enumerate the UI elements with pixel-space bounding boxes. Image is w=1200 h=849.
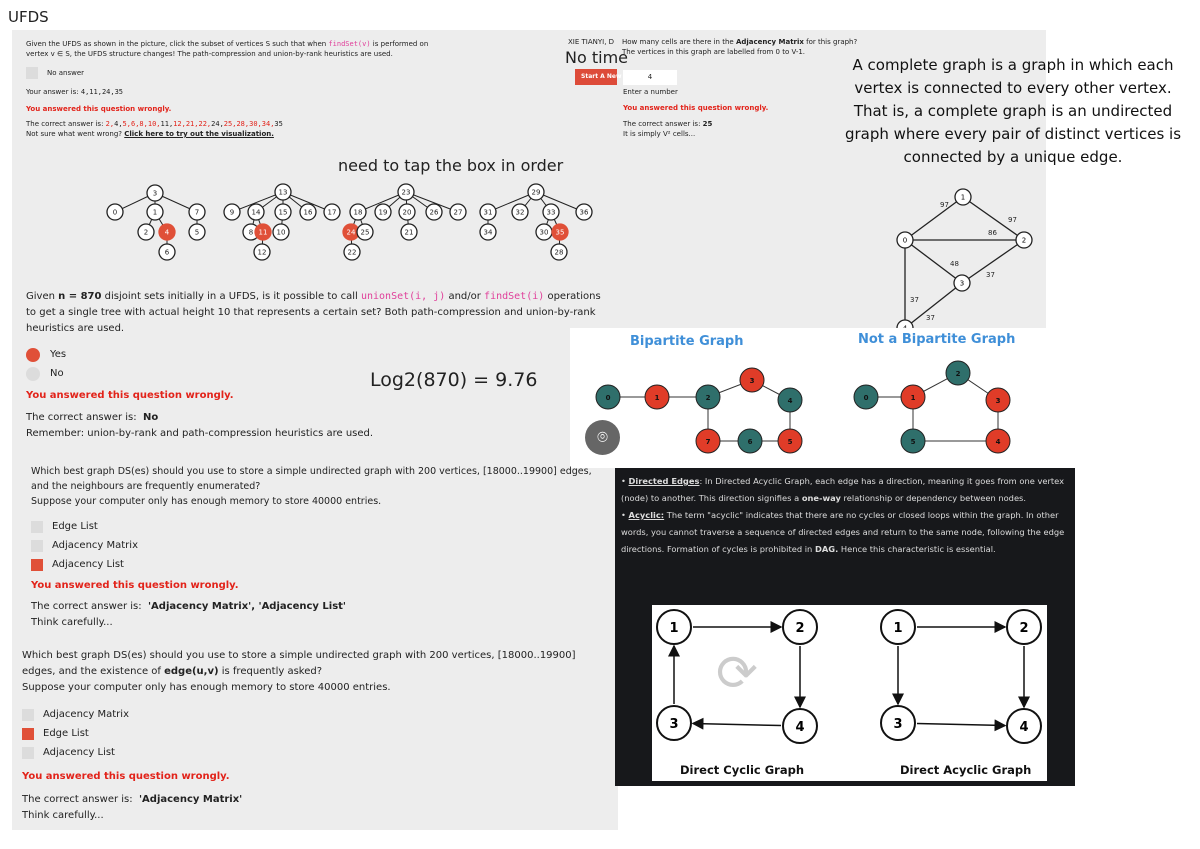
tree-node[interactable] bbox=[480, 204, 496, 220]
node-label: 2 bbox=[955, 370, 961, 378]
tree-node[interactable] bbox=[344, 244, 360, 260]
tree-node[interactable] bbox=[350, 204, 366, 220]
option-no[interactable] bbox=[26, 364, 66, 383]
answer-vertex: 34, bbox=[261, 120, 275, 128]
tree-node[interactable] bbox=[224, 204, 240, 220]
q3-wrong: You answered this question wrongly. bbox=[26, 390, 234, 401]
node-label: 11 bbox=[258, 228, 268, 237]
answer-vertex: 11, bbox=[160, 120, 174, 128]
node-label: 15 bbox=[278, 208, 288, 217]
node-label: 1 bbox=[960, 193, 966, 202]
node-label: 7 bbox=[705, 438, 711, 446]
answer-vertex: 10, bbox=[147, 120, 161, 128]
tree-node[interactable] bbox=[512, 204, 528, 220]
tree-node[interactable] bbox=[536, 224, 552, 240]
option-label: Adjacency List bbox=[52, 558, 124, 570]
option-adjacency-list[interactable] bbox=[22, 743, 129, 762]
user-name: XIE TIANYI, D bbox=[568, 38, 615, 46]
edge-weight: 37 bbox=[986, 271, 995, 279]
node-label: 4 bbox=[787, 397, 793, 405]
dag-diagrams bbox=[652, 605, 1047, 781]
edge-weight: 37 bbox=[910, 296, 919, 304]
tree-node[interactable] bbox=[399, 204, 415, 220]
option-label: Adjacency List bbox=[43, 746, 115, 758]
node-label: 2 bbox=[1021, 236, 1027, 245]
tree-node[interactable] bbox=[576, 204, 592, 220]
q2-correct: The correct answer is: 25 It is simply V² cells... bbox=[623, 120, 713, 138]
option-label: Edge List bbox=[52, 520, 98, 532]
tree-node[interactable] bbox=[255, 224, 271, 240]
bipartite-graphs bbox=[570, 328, 1046, 468]
q1-correct: The correct answer is: 2,4,5,6,8,10,11,12,21,22,24,25,28,30,34,35 bbox=[26, 120, 283, 128]
graph-edge bbox=[905, 197, 963, 240]
q1-prompt: Given the UFDS as shown in the picture, click the subset of vertices S such that when findSet(v) is performed on vertex v ∈ S, the UFDS structure changes! The path-compression and union-by-rank heuristics are used. bbox=[26, 40, 429, 58]
input-hint: Enter a number bbox=[623, 88, 678, 96]
tree-node[interactable] bbox=[401, 224, 417, 240]
acyclic-caption: Direct Acyclic Graph bbox=[900, 763, 1032, 777]
node-label: 2 bbox=[143, 228, 149, 237]
answer-vertex: 12, bbox=[173, 120, 186, 128]
node-label: 2 bbox=[705, 394, 711, 402]
node-label: 5 bbox=[910, 438, 916, 446]
node-label: 29 bbox=[531, 188, 541, 197]
q2-prompt: How many cells are there in the Adjacency Matrix for this graph? The vertices in this graph are labelled from 0 to V-1. bbox=[622, 38, 858, 56]
option-edge-list[interactable] bbox=[31, 517, 138, 536]
tree-node[interactable] bbox=[275, 204, 291, 220]
tree-node[interactable] bbox=[528, 184, 544, 200]
option-edge-list[interactable] bbox=[22, 724, 129, 743]
tree-node[interactable] bbox=[147, 204, 163, 220]
node-label: 28 bbox=[554, 248, 564, 257]
lens-icon[interactable]: ⌾ bbox=[585, 420, 620, 455]
node-label: 26 bbox=[429, 208, 439, 217]
tree-node[interactable] bbox=[450, 204, 466, 220]
tree-node[interactable] bbox=[159, 224, 175, 240]
q1-wrong: You answered this question wrongly. bbox=[26, 105, 172, 113]
tree-node[interactable] bbox=[552, 224, 568, 240]
node-label: 14 bbox=[251, 208, 261, 217]
q3-options bbox=[26, 345, 66, 383]
node-label: 1 bbox=[669, 621, 679, 636]
node-label: 3 bbox=[152, 189, 158, 198]
node-label: 3 bbox=[959, 279, 965, 288]
tree-node[interactable] bbox=[551, 244, 567, 260]
tree-node[interactable] bbox=[273, 224, 289, 240]
q3-prompt: Given n = 870 disjoint sets initially in a UFDS, is it possible to call unionSet(i, j) and/or findSet(i) operations to get a single tree with actual height 10 that represents a certain set? Both path-compression and union-by-rank heuristics are used. bbox=[26, 291, 601, 334]
edge-weight: 97 bbox=[940, 201, 949, 209]
tree-node[interactable] bbox=[138, 224, 154, 240]
node-label: 13 bbox=[278, 188, 288, 197]
option-adjacency-matrix[interactable] bbox=[31, 536, 138, 555]
tree-node[interactable] bbox=[189, 204, 205, 220]
cycle-icon: ⟳ bbox=[716, 644, 758, 702]
edge-weight: 86 bbox=[988, 229, 997, 237]
node-label: 19 bbox=[378, 208, 388, 217]
node-label: 24 bbox=[346, 228, 356, 237]
option-label: No answer bbox=[47, 69, 85, 77]
log-annotation: Log2(870) = 9.76 bbox=[370, 369, 538, 391]
node-label: 0 bbox=[112, 208, 118, 217]
cyclic-caption: Direct Cyclic Graph bbox=[680, 763, 805, 777]
checkbox[interactable] bbox=[22, 747, 34, 759]
node-label: 25 bbox=[360, 228, 370, 237]
node-label: 20 bbox=[402, 208, 412, 217]
bipartite-title: Bipartite Graph bbox=[630, 334, 744, 349]
q4-wrong: You answered this question wrongly. bbox=[31, 580, 239, 591]
answer-vertex: 35 bbox=[274, 120, 283, 128]
ufds-trees bbox=[0, 0, 620, 270]
edge-weight: 37 bbox=[926, 314, 935, 322]
option-label: No bbox=[50, 367, 64, 379]
node-label: 33 bbox=[546, 208, 556, 217]
note-acyclic: • Acyclic: The term "acyclic" indicates that there are no cycles or closed loops within the graph. In other words, you cannot traverse a sequence of directed edges and return to the same node, following the edge directions. Formation of cycles is prohibited in DAG. Hence this characteristic is essential. bbox=[621, 510, 1065, 554]
option-adjacency-list[interactable] bbox=[31, 555, 138, 574]
option-label: Adjacency Matrix bbox=[52, 539, 138, 551]
answer-vertex: 30, bbox=[249, 120, 262, 128]
node-label: 9 bbox=[229, 208, 235, 217]
node-label: 3 bbox=[893, 717, 903, 732]
dag-notes bbox=[621, 473, 1071, 558]
option-label: Yes bbox=[50, 348, 67, 360]
tree-node[interactable] bbox=[300, 204, 316, 220]
checkbox[interactable] bbox=[22, 709, 34, 721]
number-input[interactable]: 4 bbox=[623, 70, 677, 85]
tree-node[interactable] bbox=[480, 224, 496, 240]
node-label: 1 bbox=[893, 621, 903, 636]
node-label: 27 bbox=[453, 208, 463, 217]
visualization-link[interactable]: Click here to try out the visualization. bbox=[124, 130, 274, 138]
q5-correct: The correct answer is: 'Adjacency Matrix' Think carefully... bbox=[22, 794, 243, 821]
node-label: 4 bbox=[164, 228, 170, 237]
node-label: 3 bbox=[995, 397, 1001, 405]
node-label: 0 bbox=[902, 236, 908, 245]
q3-correct: The correct answer is: No Remember: union-by-rank and path-compression heuristics are used. bbox=[26, 412, 374, 439]
node-label: 17 bbox=[327, 208, 337, 217]
node-label: 22 bbox=[347, 248, 357, 257]
answer-vertex: 25, bbox=[223, 120, 237, 128]
answer-vertex: 24, bbox=[211, 120, 224, 128]
node-label: 18 bbox=[353, 208, 363, 217]
tree-node[interactable] bbox=[107, 204, 123, 220]
q4-prompt: Which best graph DS(es) should you use to store a simple undirected graph with 200 vertices, [18000..19900] edges, and the neighbours are frequently enumerated? Suppose your computer only has enough memory to store 40000 entries. bbox=[31, 466, 592, 507]
node-label: 4 bbox=[1019, 720, 1029, 735]
q2-wrong: You answered this question wrongly. bbox=[623, 104, 769, 112]
checkbox[interactable] bbox=[22, 728, 34, 740]
node-label: 0 bbox=[605, 394, 611, 402]
node-label: 6 bbox=[164, 248, 170, 257]
not-bipartite-title: Not a Bipartite Graph bbox=[858, 332, 1016, 347]
weighted-graph bbox=[860, 180, 1046, 328]
answer-vertex: 21, bbox=[185, 120, 199, 128]
node-label: 4 bbox=[995, 438, 1001, 446]
node-label: 1 bbox=[152, 208, 158, 217]
page-label: UFDS bbox=[8, 8, 49, 26]
radio[interactable] bbox=[26, 348, 40, 362]
tree-node[interactable] bbox=[543, 204, 559, 220]
timer: No time bbox=[565, 48, 628, 67]
option-yes[interactable] bbox=[26, 345, 66, 364]
node-label: 5 bbox=[194, 228, 200, 237]
q1-not-sure: Not sure what went wrong? Click here to try out the visualization. bbox=[26, 130, 274, 138]
tree-node[interactable] bbox=[375, 204, 391, 220]
node-label: 35 bbox=[555, 228, 565, 237]
complete-graph-note: A complete graph is a graph in which each vertex is connected to every other vertex. That is, a complete graph is an undirected graph where every pair of distinct vertices is connected by a unique edge. bbox=[844, 56, 1182, 166]
option-adjacency-matrix[interactable] bbox=[22, 705, 129, 724]
radio[interactable] bbox=[26, 367, 40, 381]
node-label: 10 bbox=[276, 228, 286, 237]
q5-wrong: You answered this question wrongly. bbox=[22, 771, 230, 782]
checkbox[interactable] bbox=[31, 559, 43, 571]
node-label: 8 bbox=[248, 228, 254, 237]
answer-vertex: 8, bbox=[139, 120, 148, 128]
edge-weight: 48 bbox=[950, 260, 959, 268]
node-label: 5 bbox=[787, 438, 793, 446]
option-label: Edge List bbox=[43, 727, 89, 739]
node-label: 0 bbox=[863, 394, 869, 402]
tree-node[interactable] bbox=[357, 224, 373, 240]
directed-edge bbox=[917, 723, 1005, 725]
node-label: 21 bbox=[404, 228, 414, 237]
note-directed: • Directed Edges: In Directed Acyclic Graph, each edge has a direction, meaning it goes from one vertex (node) to another. This direction signifies a one-way relationship or dependency between nodes. bbox=[621, 476, 1065, 503]
q4-correct: The correct answer is: 'Adjacency Matrix', 'Adjacency List' Think carefully... bbox=[31, 601, 346, 628]
node-label: 1 bbox=[910, 394, 916, 402]
answer-vertex: 4, bbox=[114, 120, 123, 128]
tree-node[interactable] bbox=[398, 184, 414, 200]
your-answer: Your answer is: 4,11,24,35 bbox=[26, 88, 124, 96]
node-label: 4 bbox=[795, 720, 805, 735]
node-label: 6 bbox=[747, 438, 753, 446]
tree-node[interactable] bbox=[426, 204, 442, 220]
tree-node[interactable] bbox=[159, 244, 175, 260]
tree-node[interactable] bbox=[254, 244, 270, 260]
edge-weight: 97 bbox=[1008, 216, 1017, 224]
node-label: 12 bbox=[257, 248, 267, 257]
tree-node[interactable] bbox=[275, 184, 291, 200]
answer-vertex: 5, bbox=[122, 120, 131, 128]
answer-vertex: 2, bbox=[105, 120, 115, 128]
tap-annotation: need to tap the box in order bbox=[338, 156, 564, 175]
node-label: 3 bbox=[749, 377, 755, 385]
start-new-button[interactable]: Start A New bbox=[575, 69, 617, 85]
node-label: 31 bbox=[483, 208, 493, 217]
node-label: 2 bbox=[1019, 621, 1029, 636]
q5-options bbox=[22, 705, 129, 762]
option-label: Adjacency Matrix bbox=[43, 708, 129, 720]
node-label: 3 bbox=[669, 717, 679, 732]
node-label: 7 bbox=[194, 208, 200, 217]
answer-vertex: 22, bbox=[198, 120, 212, 128]
q4-options bbox=[31, 517, 138, 574]
node-label: 1 bbox=[654, 394, 660, 402]
node-label: 32 bbox=[515, 208, 525, 217]
node-label: 34 bbox=[483, 228, 493, 237]
node-label: 30 bbox=[539, 228, 549, 237]
answer-vertex: 28, bbox=[236, 120, 250, 128]
tree-node[interactable] bbox=[147, 185, 163, 201]
node-label: 23 bbox=[401, 188, 411, 197]
directed-edge bbox=[693, 723, 781, 725]
tree-node[interactable] bbox=[324, 204, 340, 220]
tree-node[interactable] bbox=[189, 224, 205, 240]
node-label: 16 bbox=[303, 208, 313, 217]
checkbox[interactable] bbox=[31, 540, 43, 552]
node-label: 36 bbox=[579, 208, 589, 217]
checkbox[interactable] bbox=[31, 521, 43, 533]
tree-node[interactable] bbox=[248, 204, 264, 220]
q5-prompt: Which best graph DS(es) should you use to store a simple undirected graph with 200 vertices, [18000..19900] edges, and the existence of edge(u,v) is frequently asked? Suppose your computer only has enough memory to store 40000 entries. bbox=[22, 650, 576, 693]
answer-vertex: 6, bbox=[130, 120, 140, 128]
node-label: 2 bbox=[795, 621, 805, 636]
